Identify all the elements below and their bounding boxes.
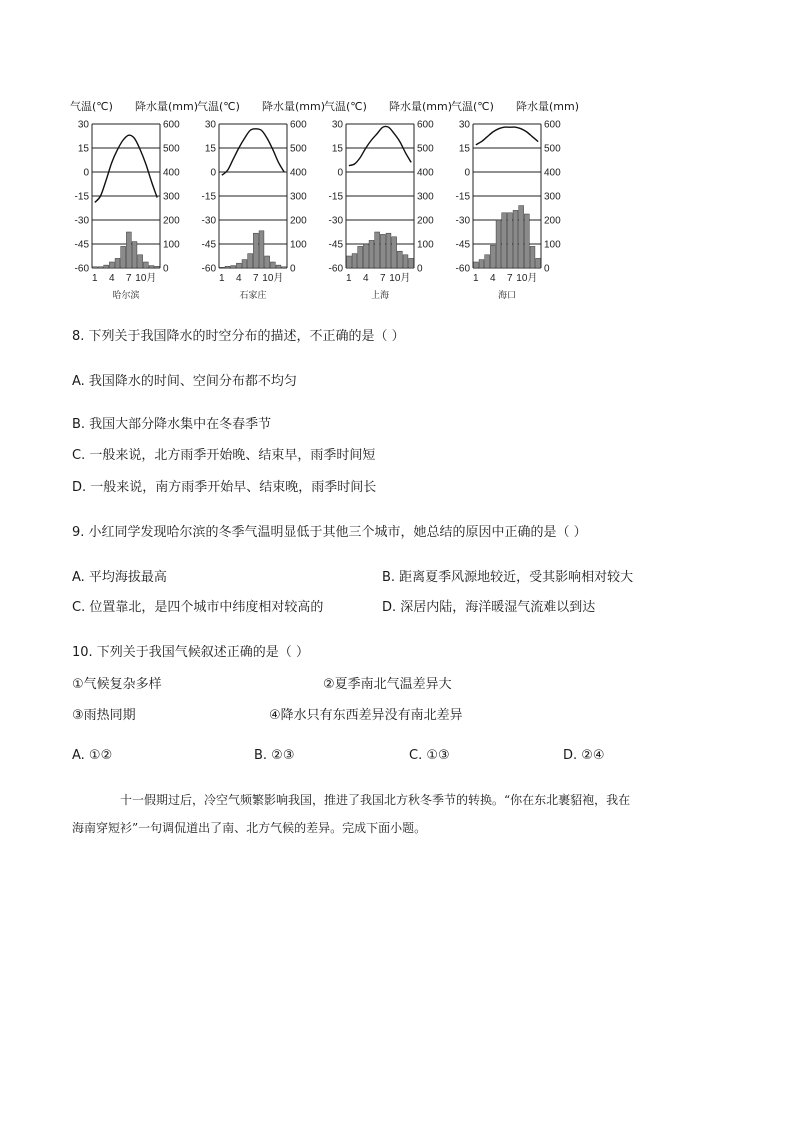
month-tick-label: 4 <box>490 273 496 284</box>
precip-tick-label: 400 <box>290 167 307 179</box>
city-label: 哈尔滨 <box>112 291 140 301</box>
precip-bar <box>253 233 258 268</box>
temp-tick-label: -30 <box>455 215 470 227</box>
precip-bar <box>282 267 287 268</box>
precip-bar <box>490 245 495 268</box>
precipitation-axis-label: 降水量(mm) <box>135 100 199 113</box>
month-tick-label: 4 <box>236 273 242 284</box>
city-label: 上海 <box>370 291 390 301</box>
month-tick-label: 10月 <box>262 273 284 284</box>
temperature-curve <box>95 135 157 202</box>
temp-tick-label: 30 <box>458 119 470 131</box>
precip-tick-label: 200 <box>163 215 180 227</box>
chart-svg <box>320 96 453 296</box>
question-9-option-b[interactable]: B. 距离夏季风源地较近，受其影响相对较大 <box>382 570 634 585</box>
precip-bar <box>98 267 103 268</box>
temp-tick-label: 0 <box>210 167 216 179</box>
month-tick-label: 7 <box>253 273 259 284</box>
temp-tick-label: -15 <box>74 191 89 203</box>
passage-line-1: 十一假期过后，冷空气频繁影响我国，推进了我国北方秋冬季节的转换。“你在东北裹貂袍，我在 <box>120 793 631 807</box>
month-tick-label: 7 <box>507 273 513 284</box>
precip-bar <box>507 213 512 268</box>
temp-tick-label: 15 <box>331 143 343 155</box>
question-8-option-b[interactable]: B. 我国大部分降水集中在冬春季节 <box>72 417 272 432</box>
month-tick-label: 1 <box>219 273 225 284</box>
climate-charts <box>66 96 586 306</box>
precip-tick-label: 100 <box>290 239 307 251</box>
temp-tick-label: 30 <box>331 119 343 131</box>
climate-chart-haikou <box>447 96 580 306</box>
precip-bar <box>519 206 524 268</box>
temp-tick-label: -60 <box>201 263 216 275</box>
chart-svg <box>66 96 199 296</box>
month-tick-label: 7 <box>380 273 386 284</box>
temp-tick-label: 30 <box>204 119 216 131</box>
temp-tick-label: -15 <box>328 191 343 203</box>
precip-tick-label: 600 <box>544 119 561 131</box>
precip-bar <box>225 266 230 268</box>
month-tick-label: 10月 <box>135 273 157 284</box>
month-tick-label: 1 <box>473 273 479 284</box>
precip-bar <box>496 220 501 268</box>
precip-bar <box>143 262 148 268</box>
precip-bar <box>403 255 408 268</box>
precip-tick-label: 200 <box>290 215 307 227</box>
precip-bar <box>502 213 507 268</box>
precip-bar <box>121 246 126 268</box>
temp-tick-label: -60 <box>74 263 89 275</box>
question-8-option-a[interactable]: A. 我国降水的时间、空间分布都不均匀 <box>72 374 297 389</box>
precip-bar <box>479 260 484 268</box>
precip-bar <box>352 254 357 268</box>
precip-bar <box>270 262 275 268</box>
temp-tick-label: -60 <box>455 263 470 275</box>
precip-bar <box>386 233 391 268</box>
precip-tick-label: 500 <box>163 143 180 155</box>
precip-tick-label: 600 <box>163 119 180 131</box>
precip-bar <box>513 210 518 268</box>
temp-tick-label: 15 <box>458 143 470 155</box>
chart-svg <box>193 96 326 296</box>
month-tick-label: 10月 <box>389 273 411 284</box>
climate-chart-harbin <box>66 96 199 306</box>
question-10-item-2: ②夏季南北气温差异大 <box>323 677 452 692</box>
question-8-option-d[interactable]: D. 一般来说，南方雨季开始早、结束晚，雨季时间长 <box>72 480 377 495</box>
precip-bar <box>248 254 253 268</box>
month-tick-label: 4 <box>109 273 115 284</box>
precip-bar <box>473 262 478 268</box>
question-10-item-4: ④降水只有东西差异没有南北差异 <box>269 708 463 723</box>
month-tick-label: 4 <box>363 273 369 284</box>
precip-bar <box>375 232 380 268</box>
temp-tick-label: 0 <box>337 167 343 179</box>
chart-svg <box>447 96 580 296</box>
precip-tick-label: 100 <box>544 239 561 251</box>
precip-tick-label: 100 <box>417 239 434 251</box>
temp-tick-label: -45 <box>201 239 216 251</box>
precip-tick-label: 400 <box>544 167 561 179</box>
precip-bar <box>138 255 143 268</box>
temp-tick-label: -60 <box>328 263 343 275</box>
precip-bar <box>115 258 120 268</box>
temperature-axis-label: 气温(℃) <box>70 100 113 113</box>
question-10-stem: 10. 下列关于我国气候叙述正确的是（ ） <box>72 645 309 660</box>
precip-tick-label: 100 <box>163 239 180 251</box>
precip-bar <box>530 246 535 268</box>
question-8-stem: 8. 下列关于我国降水的时空分布的描述，不正确的是（ ） <box>72 329 405 344</box>
precip-tick-label: 300 <box>417 191 434 203</box>
question-9-option-a[interactable]: A. 平均海拔最高 <box>72 570 167 585</box>
precip-bar <box>126 232 131 268</box>
precip-tick-label: 0 <box>163 263 169 275</box>
question-10-item-3: ③雨热同期 <box>72 708 136 723</box>
precip-bar <box>524 214 529 268</box>
precip-tick-label: 400 <box>417 167 434 179</box>
precip-bar <box>155 266 160 268</box>
precip-bar <box>231 266 236 268</box>
passage-line-2: 海南穿短衫”一句调侃道出了南、北方气候的差异。完成下面小题。 <box>72 821 427 835</box>
precip-tick-label: 600 <box>417 119 434 131</box>
temp-tick-label: 15 <box>204 143 216 155</box>
precip-bar <box>92 267 97 268</box>
precip-tick-label: 400 <box>163 167 180 179</box>
temperature-curve <box>476 127 538 145</box>
precip-bar <box>346 256 351 268</box>
precip-tick-label: 0 <box>417 263 423 275</box>
precip-bar <box>380 234 385 268</box>
question-10-option-a[interactable]: A. ①② <box>72 748 113 763</box>
precip-bar <box>265 256 270 268</box>
precip-bar <box>369 240 374 268</box>
temperature-curve <box>222 129 284 175</box>
temp-tick-label: -15 <box>201 191 216 203</box>
temp-tick-label: -30 <box>328 215 343 227</box>
temp-tick-label: 30 <box>77 119 89 131</box>
temp-tick-label: -45 <box>455 239 470 251</box>
question-10-option-d[interactable]: D. ②④ <box>563 748 605 763</box>
reading-passage <box>72 786 732 842</box>
precipitation-axis-label: 降水量(mm) <box>262 100 326 113</box>
precipitation-axis-label: 降水量(mm) <box>389 100 453 113</box>
month-tick-label: 1 <box>92 273 98 284</box>
precip-bar <box>363 244 368 268</box>
month-tick-label: 10月 <box>516 273 538 284</box>
precip-bar <box>219 267 224 268</box>
temp-tick-label: -45 <box>328 239 343 251</box>
precip-bar <box>392 237 397 268</box>
temp-tick-label: 0 <box>83 167 89 179</box>
precip-tick-label: 500 <box>544 143 561 155</box>
temperature-axis-label: 气温(℃) <box>197 100 240 113</box>
precip-tick-label: 0 <box>290 263 296 275</box>
precip-bar <box>149 266 154 268</box>
precip-tick-label: 600 <box>290 119 307 131</box>
precip-bar <box>276 265 281 268</box>
precipitation-axis-label: 降水量(mm) <box>516 100 580 113</box>
precip-tick-label: 200 <box>417 215 434 227</box>
precip-bar <box>358 246 363 268</box>
climate-chart-shanghai <box>320 96 453 306</box>
precip-bar <box>109 262 114 268</box>
precip-bar <box>104 265 109 268</box>
precip-bar <box>409 258 414 268</box>
temperature-curve <box>349 126 411 165</box>
temperature-axis-label: 气温(℃) <box>451 100 494 113</box>
precip-bar <box>236 263 241 268</box>
precip-tick-label: 200 <box>544 215 561 227</box>
precip-tick-label: 0 <box>544 263 550 275</box>
question-8-option-c[interactable]: C. 一般来说，北方雨季开始晚、结束早，雨季时间短 <box>72 448 376 463</box>
month-tick-label: 7 <box>126 273 132 284</box>
temp-tick-label: -45 <box>74 239 89 251</box>
precip-bar <box>536 258 541 268</box>
precip-bar <box>242 260 247 268</box>
month-tick-label: 1 <box>346 273 352 284</box>
question-9-option-d[interactable]: D. 深居内陆，海洋暖湿气流难以到达 <box>382 600 596 615</box>
precip-tick-label: 300 <box>163 191 180 203</box>
temperature-axis-label: 气温(℃) <box>324 100 367 113</box>
temp-tick-label: 0 <box>464 167 470 179</box>
temp-tick-label: -30 <box>74 215 89 227</box>
precip-bar <box>259 231 264 268</box>
question-10-option-c[interactable]: C. ①③ <box>409 748 450 763</box>
precip-bar <box>485 255 490 268</box>
city-label: 海口 <box>497 291 517 301</box>
question-9-stem: 9. 小红同学发现哈尔滨的冬季气温明显低于其他三个城市，她总结的原因中正确的是（ ） <box>72 525 587 540</box>
question-9-option-c[interactable]: C. 位置靠北，是四个城市中纬度相对较高的 <box>72 600 324 615</box>
city-label: 石家庄 <box>239 291 267 301</box>
question-10-item-1: ①气候复杂多样 <box>72 677 162 692</box>
precip-bar <box>132 242 137 268</box>
precip-tick-label: 500 <box>290 143 307 155</box>
climate-chart-shijiazhuang <box>193 96 326 306</box>
question-10-option-b[interactable]: B. ②③ <box>254 748 295 763</box>
precip-tick-label: 300 <box>544 191 561 203</box>
temp-tick-label: -30 <box>201 215 216 227</box>
temp-tick-label: -15 <box>455 191 470 203</box>
precip-tick-label: 500 <box>417 143 434 155</box>
temp-tick-label: 15 <box>77 143 89 155</box>
precip-bar <box>397 251 402 268</box>
precip-tick-label: 300 <box>290 191 307 203</box>
